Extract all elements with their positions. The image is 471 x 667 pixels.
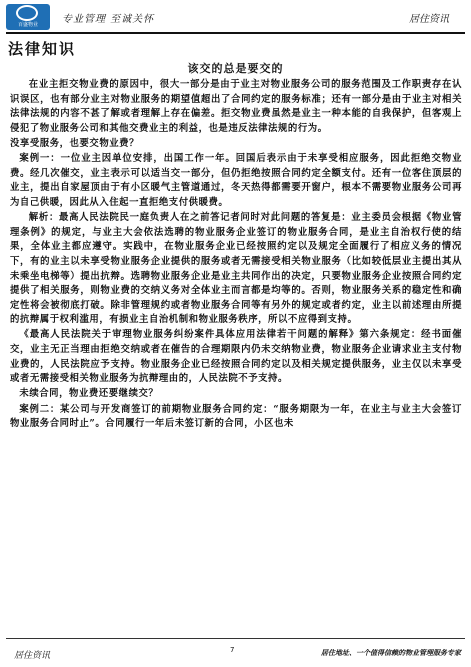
company-logo	[6, 4, 50, 30]
footer-label: 居住资讯	[14, 651, 51, 661]
law-citation-paragraph: 《最高人民法院关于审理物业服务纠纷案件具体应用法律若干问题的解释》第六条规定：经书面催交，业主无正当理由拒绝交纳或者在催告的合理期限内仍未交纳物业费，物业服务企业请求业主支付物业费的，人民法院应予支持。物业服务企业已经按照合同约定以及相关规定提供服务，业主仅以未享受或者无需接受相关物业服务为抗辩理由的，人民法院不予支持。	[10, 329, 462, 385]
footer-tagline: 居住地址、一个值得信赖的物业管理服务专家	[321, 648, 461, 657]
subheading-no-service: 没享受服务，也要交物业费？	[10, 137, 140, 149]
footer-divider	[6, 638, 465, 639]
header-divider	[6, 32, 465, 34]
header-category: 居住资讯	[409, 14, 449, 25]
page-footer	[0, 638, 471, 667]
section-title: 法律知识	[8, 40, 77, 58]
analysis-paragraph: 解析：最高人民法院民一庭负责人在之前答记者问时对此问题的答复是：业主委员会根据《物业管理条例》的规定，与业主大会依法选聘的物业服务企业签订的物业服务合同，是业主自治权行使的结果，全体业主都应遵守。实践中，在物业服务企业已经按照约定以及规定全面履行了相应义务的情况下，有的业主以未享受物业服务企业提供的服务或者无需接受相关物业服务（比如较低层业主提出其从未乘坐电梯等）提出抗辩。选聘物业服务企业是业主共同作出的决定，只要物业服务企业按照合同约定提供了相关服务，则物业费的交纳义务对全体业主而言都是均等的。否则，物业服务关系的稳定性和确定性将会被彻底打破。除非管理规约或者物业服务合同等有另外的规定或者约定，业主以前述理由所提的抗辩属于权利滥用，有损业主自治机制和物业服务秩序，所以不应得到支持。	[10, 212, 462, 326]
case-two-paragraph: 案例二：某公司与开发商签订的前期物业服务合同约定：“服务期限为一年，在业主与业主大会签订物业服务合同时止”。合同履行一年后未签订新的合同，小区也未	[10, 403, 462, 430]
page-header	[0, 0, 471, 34]
article-title: 该交的总是要交的	[187, 62, 284, 75]
intro-paragraph: 在业主拒交物业费的原因中，很大一部分是由于业主对物业服务公司的服务范围及工作职责存在认识误区，也有部分业主对物业服务的期望值超出了合同约定的服务标准；还有一部分是由于业主对相关法律法规的内容不甚了解或者理解上存在偏差。拒交物业费虽然是业主一种本能的自我保护，但客观上侵犯了物业服务公司和其他交费业主的利益，也是违反法律法规的行为。	[10, 79, 462, 134]
case-one-paragraph: 案例一：一位业主因单位安排，出国工作一年。回国后表示由于未享受相应服务，因此拒绝交物业费。经几次催交，业主表示可以适当交一部分，但仍拒绝按照合同约定全额支付。还有一位客住顶层的业主，提出自家屋顶由于有小区暖气主管道通过，冬天热得都需要开窗户，根本不需要物业服务公司再为自己供暖，因此从入住起一直拒绝支付供暖费。	[10, 153, 462, 208]
page-number: 7	[230, 646, 235, 654]
article-body	[10, 78, 462, 432]
subheading-no-renewal: 未续合同，物业费还要继续交？	[19, 388, 159, 400]
header-slogan: 专业管理 至诚关怀	[62, 14, 155, 25]
logo-text: 百盛物业	[17, 22, 38, 28]
logo-emblem-icon	[16, 5, 38, 21]
